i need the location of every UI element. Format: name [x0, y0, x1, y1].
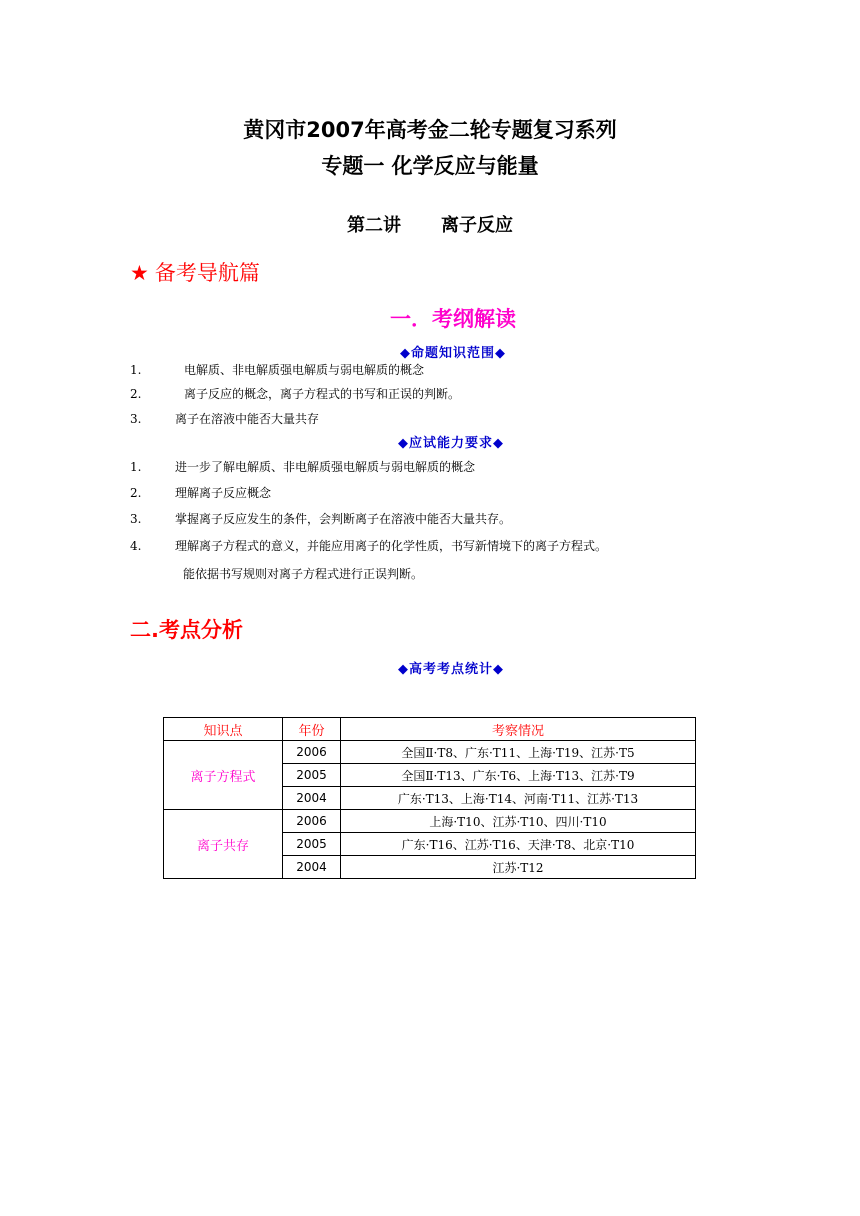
table-row [164, 810, 696, 833]
section1-heading: 一．考纲解读 [390, 307, 516, 331]
list-text: 掌握离子反应发生的条件，会判断离子在溶液中能否大量共存。 [175, 512, 512, 526]
list-number: 1. [130, 460, 142, 474]
list-number: 3. [130, 412, 142, 426]
ability-requirements-heading: ◆应试能力要求◆ [398, 436, 504, 451]
document-title-line1: 黄冈市2007年高考金二轮专题复习系列 [243, 118, 617, 142]
scope-item [130, 385, 460, 402]
section2-heading: 二.考点分析 [130, 618, 243, 642]
column-header-year: 年份 [283, 718, 341, 741]
ability-item [130, 484, 271, 501]
guide-section-label: 备考导航篇 [154, 261, 260, 285]
list-text: 离子在溶液中能否大量共存 [175, 412, 320, 426]
list-text: 离子反应的概念，离子方程式的书写和正误的判断。 [184, 387, 461, 401]
year-cell: 2005 [283, 764, 341, 787]
ability-item-continuation: 能依据书写规则对离子方程式进行正误判断。 [183, 567, 424, 581]
detail-cell: 全国Ⅱ·T13、广东·T6、上海·T13、江苏·T9 [341, 764, 696, 787]
scope-item [130, 410, 319, 427]
exam-stats-heading: ◆高考考点统计◆ [398, 662, 504, 677]
table-row [164, 741, 696, 764]
scope-item [130, 361, 424, 378]
year-cell: 2004 [283, 856, 341, 879]
year-cell: 2006 [283, 810, 341, 833]
topic-cell: 离子方程式 [164, 741, 283, 810]
ability-item [130, 458, 475, 475]
list-text: 电解质、非电解质强电解质与弱电解质的概念 [184, 363, 425, 377]
year-cell: 2006 [283, 741, 341, 764]
detail-cell: 上海·T10、江苏·T10、四川·T10 [341, 810, 696, 833]
detail-cell: 广东·T16、江苏·T16、天津·T8、北京·T10 [341, 833, 696, 856]
list-number: 2. [130, 486, 142, 500]
list-text: 进一步了解电解质、非电解质强电解质与弱电解质的概念 [175, 460, 476, 474]
year-cell: 2005 [283, 833, 341, 856]
lecture-name: 离子反应 [441, 215, 513, 236]
guide-section-heading [130, 257, 260, 287]
table-header-row [164, 718, 696, 741]
exam-stats-table [163, 717, 696, 879]
knowledge-scope-heading: ◆命题知识范围◆ [400, 346, 506, 361]
ability-item [130, 537, 607, 554]
list-number: 1. [130, 363, 142, 377]
detail-cell: 全国Ⅱ·T8、广东·T11、上海·T19、江苏·T5 [341, 741, 696, 764]
list-number: 3. [130, 512, 142, 526]
year-cell: 2004 [283, 787, 341, 810]
ability-item [130, 510, 511, 527]
list-number: 2. [130, 387, 142, 401]
column-header-detail: 考察情况 [341, 718, 696, 741]
detail-cell: 江苏·T12 [341, 856, 696, 879]
list-number: 4. [130, 539, 142, 553]
column-header-topic: 知识点 [164, 718, 283, 741]
detail-cell: 广东·T13、上海·T14、河南·T11、江苏·T13 [341, 787, 696, 810]
topic-cell: 离子共存 [164, 810, 283, 879]
list-text: 理解离子方程式的意义，并能应用离子的化学性质，书写新情境下的离子方程式。 [175, 539, 608, 553]
document-title-line2: 专题一 化学反应与能量 [321, 154, 539, 178]
lecture-heading [0, 211, 860, 237]
lecture-number: 第二讲 [347, 215, 401, 236]
star-icon: ★ [130, 261, 149, 285]
list-text: 理解离子反应概念 [175, 486, 272, 500]
